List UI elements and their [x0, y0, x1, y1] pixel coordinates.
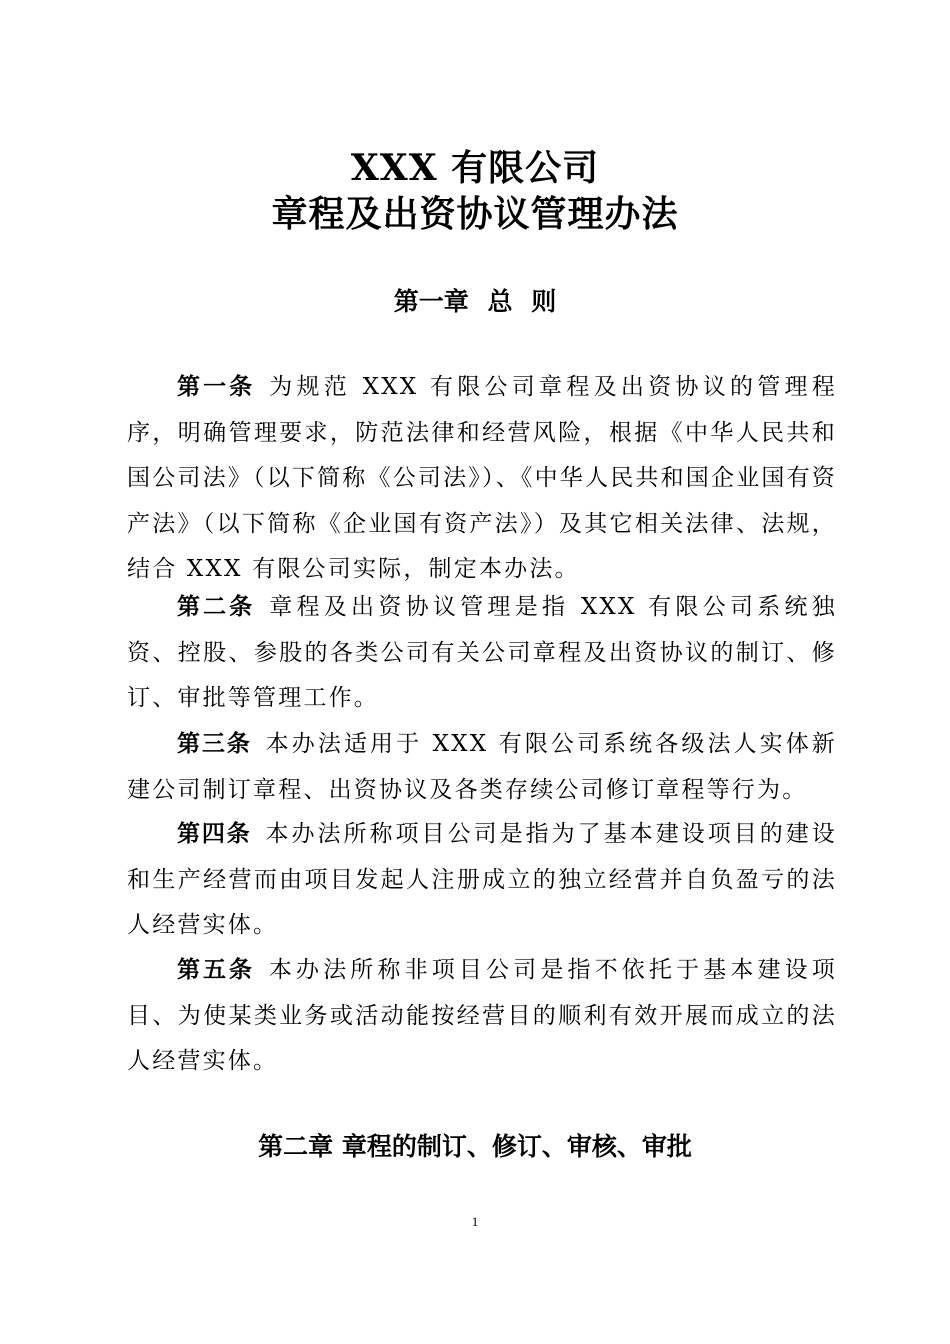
article-text: 为规范 XXX 有限公司章程及出资协议的管理程序，明确管理要求，防范法律和经营风险，根据《中华人民共和国公司法》（以下简称《公司法》）、《中华人民共和国企业国有资产法》（以下简称《企业国有资产法》）及其它相关法律、法规，结合 XXX 有限公司实际，制定本办法。 [127, 374, 837, 582]
article-text: 本办法适用于 XXX 有限公司系统各级法人实体新建公司制订章程、出资协议及各类存续公司修订章程等行为。 [127, 731, 838, 803]
article-text: 本办法所称非项目公司是指不依托于基本建设项目、为使某类业务或活动能按经营目的顺利有效开展而成立的法人经营实体。 [127, 957, 837, 1074]
article-label: 第四条 [177, 821, 252, 847]
article-5 [127, 948, 837, 1085]
article-2 [127, 585, 837, 722]
article-label: 第一条 [177, 374, 256, 400]
article-label: 第五条 [177, 957, 255, 983]
page-number: 1 [471, 1214, 479, 1229]
article-label: 第二条 [177, 594, 256, 620]
chapter-1-heading: 第一章 总 则 [393, 287, 557, 316]
article-text: 本办法所称项目公司是指为了基本建设项目的建设和生产经营而由项目发起人注册成立的独立经营并自负盈亏的法人经营实体。 [127, 821, 837, 938]
document-title-line-2: 章程及出资协议管理办法 [271, 193, 679, 235]
article-3 [127, 722, 837, 813]
chapter-2-heading: 第二章 章程的制订、修订、审核、审批 [258, 1132, 692, 1161]
article-text: 章程及出资协议管理是指 XXX 有限公司系统独资、控股、参股的各类公司有关公司章程及出资协议的制订、修订、审批等管理工作。 [127, 594, 837, 711]
article-label: 第三条 [177, 731, 252, 757]
document-title-line-1: XXX 有限公司 [350, 147, 600, 189]
article-4 [127, 812, 837, 949]
article-1 [127, 365, 837, 593]
